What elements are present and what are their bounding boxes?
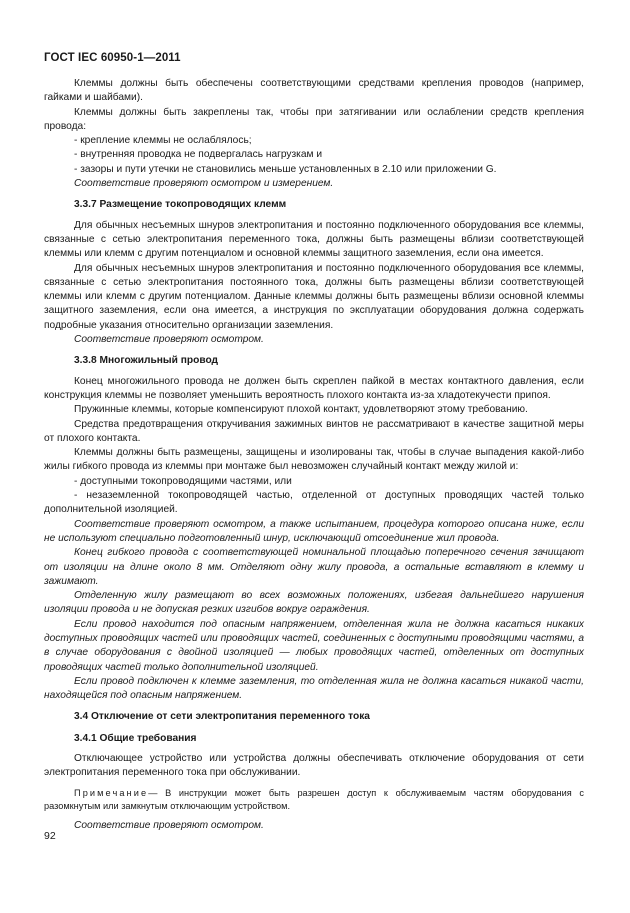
compliance-paragraph: Если провод находится под опасным напряжением, отделенная жила не должна касаться никаких доступных проводящих частей или проводящих частей, соединенных с доступными проводящими частями, а в случае оборудования с двойной изоляцией — любых проводящих частей, отделенных от доступных проводящих частей только дополнительной изоляцией. [44, 618, 584, 673]
document-body [44, 77, 584, 833]
paragraph: Конец многожильного провода не должен быть скреплен пайкой в местах контактного давления, если конструкция клеммы не позволяет уменьшить вероятность плохого контакта из-за хладотекучести припоя. [44, 375, 584, 401]
paragraph: Средства предотвращения откручивания зажимных винтов не рассматривают в качестве защитной меры от плохого контакта. [44, 418, 584, 444]
compliance-paragraph: Соответствие проверяют осмотром. [74, 819, 264, 831]
paragraph: Клеммы должны быть размещены, защищены и изолированы так, чтобы в случае выпадения какой-либо жилы гибкого провода из клеммы при монтаже был невозможен случайный контакт между жилой и: [44, 447, 584, 473]
paragraph: Клеммы должны быть обеспечены соответствующими средствами крепления проводов (например, гайками и шайбами). [44, 78, 584, 104]
compliance-paragraph: Соответствие проверяют осмотром и измерением. [74, 178, 334, 190]
paragraph: Пружинные клеммы, которые компенсируют плохой контакт, удовлетворяют этому требованию. [74, 404, 528, 416]
paragraph: - крепление клеммы не ослаблялось; [74, 135, 252, 147]
section-heading: 3.3.7 Размещение токопроводящих клемм [74, 199, 287, 211]
document-header: ГОСТ IEC 60950-1—2011 [44, 52, 181, 64]
page-number: 92 [44, 830, 56, 842]
note-paragraph [44, 787, 584, 813]
paragraph: - доступными токопроводящими частями, или [74, 475, 292, 487]
paragraph: - незаземленной токопроводящей частью, отделенной от доступных проводящих частей только дополнительной изоляцией. [44, 490, 584, 516]
paragraph: - зазоры и пути утечки не становились меньше установленных в 2.10 или приложении G. [74, 163, 497, 175]
section-heading: 3.4 Отключение от сети электропитания переменного тока [74, 711, 370, 723]
compliance-paragraph: Конец гибкого провода с соответствующей номинальной площадью поперечного сечения зачищают от изоляции на длине около 8 мм. Отделяют одну жилу провода, а остальные вставляют в клемму и зажимают. [44, 547, 584, 587]
note-label: Примечание [74, 787, 149, 798]
paragraph: Для обычных несъемных шнуров электропитания и постоянно подключенного оборудования все клеммы, связанные с сетью электропитания переменного тока, должны быть размещены вблизи соответствующей клеммы или клемм с другим потенциалом и основной клеммы защитного заземления, если она имеется. [44, 219, 584, 260]
compliance-paragraph: Если провод подключен к клемме заземления, то отделенная жила не должна касаться никакой части, находящейся под опасным напряжением. [44, 675, 584, 702]
paragraph: Для обычных несъемных шнуров электропитания и постоянно подключенного оборудования все клеммы, связанные с сетью электропитания постоянного тока, должны быть размещены вблизи соответствующей клеммы или клемм с другим потенциалом. Данные клеммы должны быть размещены вблизи основной клеммы защитного заземления, если она имеется, а инструкция по эксплуатации оборудования должна содержать подробные указания относительно организации заземления. [44, 262, 584, 331]
note-text: — В инструкции может быть разрешен доступ к обслуживаемым частям оборудования с разомкнутым или замкнутым отключающим устройством. [44, 787, 584, 811]
paragraph: Клеммы должны быть закреплены так, чтобы при затягивании или ослаблении средств крепления провода: [44, 106, 584, 132]
compliance-paragraph: Соответствие проверяют осмотром, а также испытанием, процедура которого описана ниже, если не используют специально подготовленный шнур, исключающий отсоединение жил провода. [44, 518, 584, 544]
compliance-paragraph: Соответствие проверяют осмотром. [74, 334, 264, 346]
section-heading: 3.4.1 Общие требования [74, 732, 197, 744]
section-heading: 3.3.8 Многожильный провод [74, 355, 218, 367]
paragraph: Отключающее устройство или устройства должны обеспечивать отключение оборудования от сети электропитания переменного тока при обслуживании. [44, 753, 584, 779]
compliance-paragraph: Отделенную жилу размещают во всех возможных положениях, избегая дальнейшего нарушения изоляции провода и не допуская резких изгибов вокруг ограждения. [44, 590, 584, 616]
paragraph: - внутренняя проводка не подвергалась нагрузкам и [74, 149, 323, 161]
